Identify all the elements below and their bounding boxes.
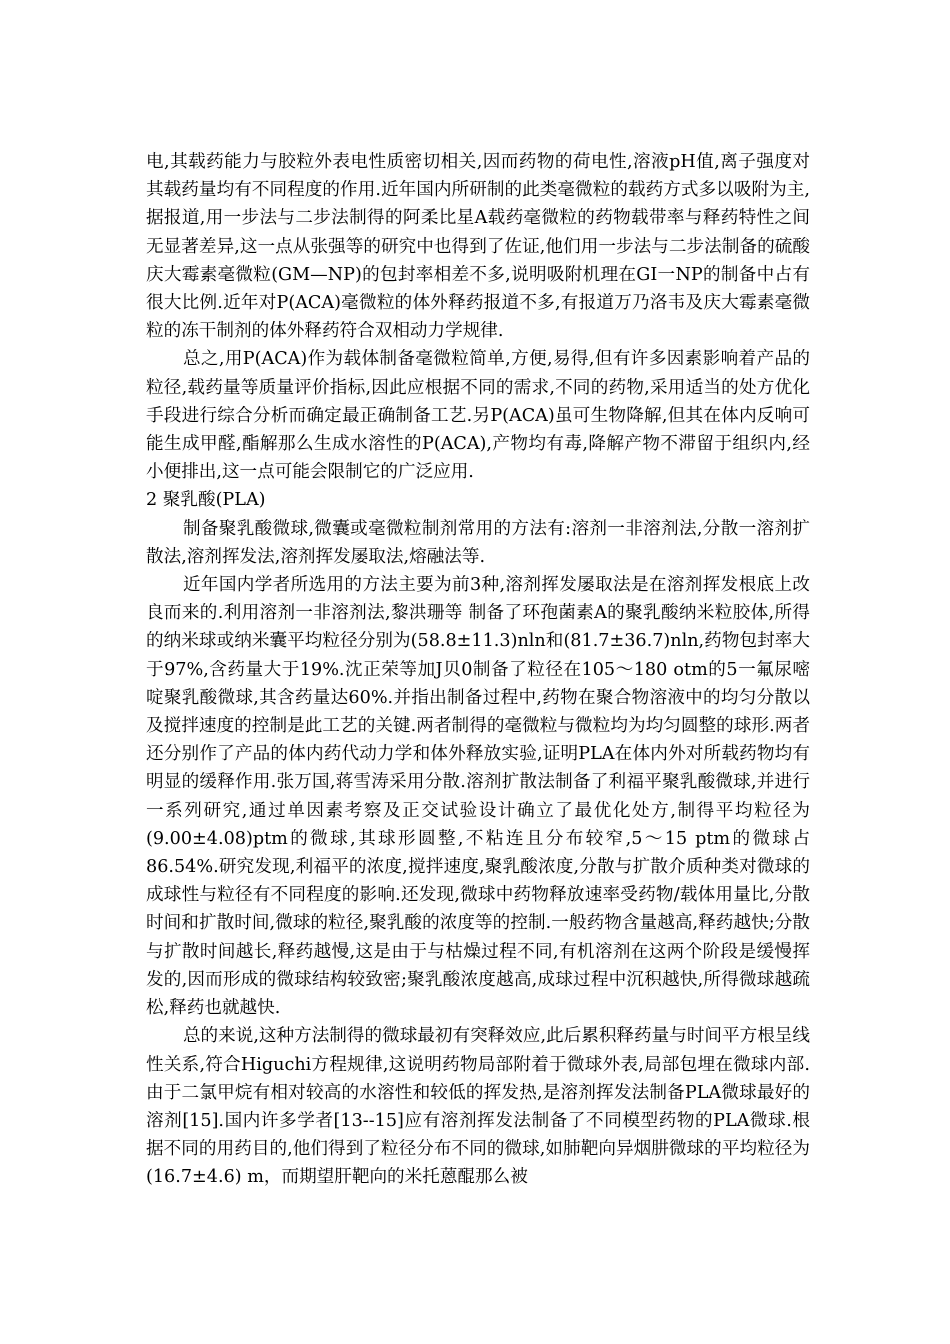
document-page [146,148,810,1192]
paragraph-summary-paca: 总之,用P(ACA)作为载体制备毫微粒简单,方便,易得,但有许多因素影响着产品的粒径,载药量等质量评价指标,因此应根据不同的需求,不同的药物,采用适当的处方优化手段进行综合分析而确定最正确制备工艺.另P(ACA)虽可生物降解,但其在体内反响可能生成甲醛,酯解那么生成水溶性的P(ACA),产物均有毒,降解产物不滞留于组织内,经小便排出,这一点可能会限制它的广泛应用. [146,349,810,483]
paragraph-domestic-research: 近年国内学者所选用的方法主要为前3种,溶剂挥发屡取法是在溶剂挥发根底上改良而来的.利用溶剂一非溶剂法,黎洪珊等 制备了环孢菌素A的聚乳酸纳米粒胶体,所得的纳米球或纳米囊平均粒径分别为(58.8±11.3)nln和(81.7±36.7)nln,药物包封率大于97%,含药量大于19%.沈正荣等加J贝0制备了粒径在105～180 otm的5一氟尿嘧啶聚乳酸微球,其含药量达60%.并指出制备过程中,药物在聚合物溶液中的均匀分散以及搅拌速度的控制是此工艺的关键.两者制得的毫微粒与微粒均为均匀圆整的球形.两者还分别作了产品的体内药代动力学和体外释放实验,证明PLA在体内外对所载药物均有明显的缓释作用.张万国,蒋雪涛采用分散.溶剂扩散法制备了利福平聚乳酸微球,并进行一系列研究,通过单因素考察及正交试验设计确立了最优化处方,制得平均粒径为(9.00±4.08)ptm的微球,其球形圆整,不粘连且分布较窄,5～15 ptm的微球占86.54%.研究发现,利福平的浓度,搅拌速度,聚乳酸浓度,分散与扩散介质种类对微球的成球性与粒径有不同程度的影响.还发现,微球中药物释放速率受药物/载体用量比,分散时间和扩散时间,微球的粒径,聚乳酸的浓度等的控制.一般药物含量越高,释药越快;分散与扩散时间越长,释药越慢,这是由于与枯燥过程不同,有机溶剂在这两个阶段是缓慢挥发的,因而形成的微球结构较致密;聚乳酸浓度越高,成球过程中沉积越快,所得微球越疏松,释药也就越快. [146,575,810,1019]
section-heading-pla: 2 聚乳酸(PLA) [146,490,266,511]
paragraph-general-conclusion: 总的来说,这种方法制得的微球最初有突释效应,此后累积释药量与时间平方根呈线性关系,符合Higuchi方程规律,这说明药物局部附着于微球外表,局部包埋在微球内部.由于二氯甲烷有相对较高的水溶性和较低的挥发热,是溶剂挥发法制备PLA微球最好的溶剂[15].国内许多学者[13--15]应有溶剂挥发法制备了不同模型药物的PLA微球.根据不同的用药目的,他们得到了粒径分布不同的微球,如肺靶向异烟肼微球的平均粒径为(16.7±4.6) m，而期望肝靶向的米托蒽醌那么被 [146,1026,810,1188]
paragraph-drug-loading: 电,其载药能力与胶粒外表电性质密切相关,因而药物的荷电性,溶液pH值,离子强度对其载药量均有不同程度的作用.近年国内所研制的此类毫微粒的载药方式多以吸附为主,据报道,用一步法与二步法制得的阿柔比星A载药毫微粒的药物载带率与释药特性之间无显著差异,这一点从张强等的研究中也得到了佐证,他们用一步法与二步法制备的硫酸庆大霉素毫微粒(GM—NP)的包封率相差不多,说明吸附机理在GI一NP的制备中占有很大比例.近年对P(ACA)毫微粒的体外释药报道不多,有报道万乃洛韦及庆大霉素毫微粒的冻干制剂的体外释药符合双相动力学规律. [146,152,810,342]
paragraph-pla-methods: 制备聚乳酸微球,微囊或毫微粒制剂常用的方法有:溶剂一非溶剂法,分散一溶剂扩散法,溶剂挥发法,溶剂挥发屡取法,熔融法等. [146,518,810,567]
